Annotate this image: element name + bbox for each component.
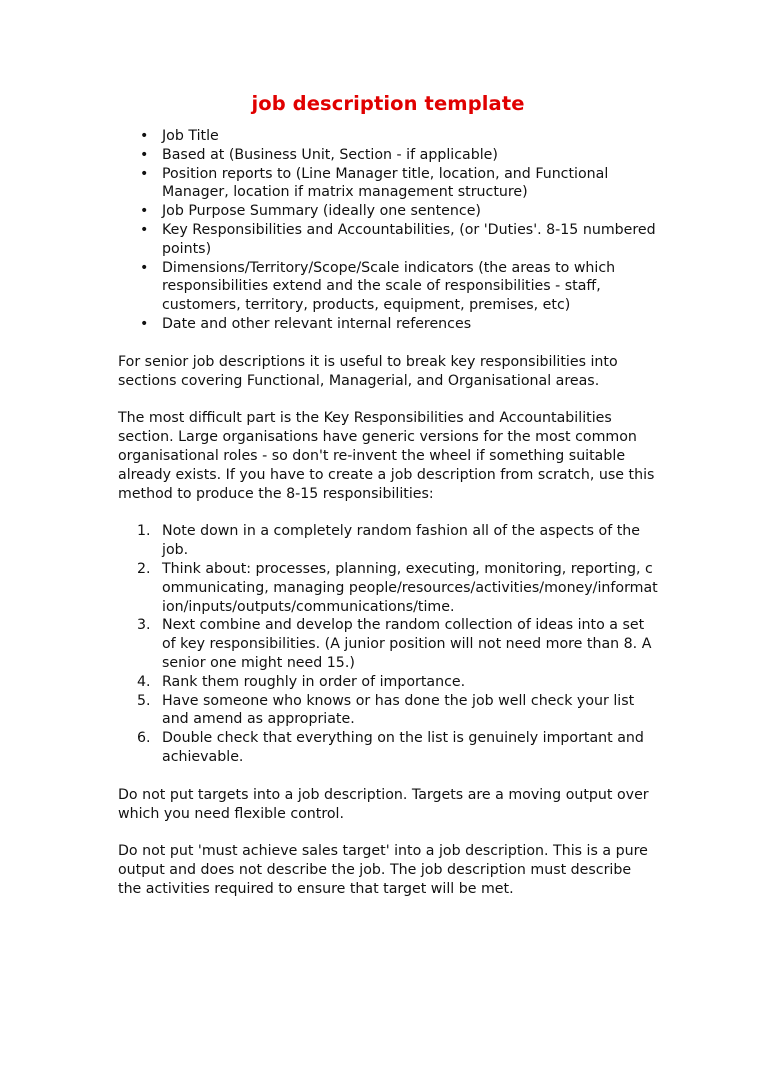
- bullet-list: [118, 127, 658, 334]
- list-item-text: Job Purpose Summary (ideally one sentence): [162, 203, 481, 220]
- paragraph-senior: For senior job descriptions it is useful to break key responsibilities into sections covering Functional, Managerial, and Organisational areas.: [118, 353, 618, 389]
- numbered-item-text: Have someone who knows or has done the job well check your list and amend as appropriate.: [162, 692, 635, 728]
- numbered-item: [118, 522, 658, 560]
- list-item: [118, 221, 658, 259]
- document-page: [118, 92, 658, 918]
- item-number: 3.: [137, 617, 151, 634]
- page-title: job description template: [251, 92, 525, 115]
- bullet-marker: •: [140, 203, 149, 220]
- list-item: [118, 315, 658, 334]
- bullet-marker: •: [140, 315, 149, 332]
- document-body: [118, 127, 658, 899]
- list-item-text: Date and other relevant internal references: [162, 315, 472, 332]
- list-item: [118, 146, 658, 165]
- paragraph-sales-target: Do not put 'must achieve sales target' into a job description. This is a pure output and does not describe the job. The job description must describe the activities required to ensure that target will be met.: [118, 843, 648, 897]
- numbered-item: [118, 673, 658, 692]
- item-number: 1.: [137, 523, 151, 540]
- numbered-item: [118, 692, 658, 730]
- numbered-item-text: Think about: processes, planning, executing, monitoring, reporting, communicating, managing people/resources/activities/money/information/inputs/outputs/communications/time.: [162, 560, 658, 615]
- list-item-text: Based at (Business Unit, Section - if applicable): [162, 146, 498, 163]
- numbered-list: [118, 522, 658, 766]
- list-item: [118, 202, 658, 221]
- bullet-marker: •: [140, 259, 149, 276]
- list-item: [118, 165, 658, 203]
- numbered-item: [118, 729, 658, 767]
- list-item-text: Position reports to (Line Manager title, location, and Functional Manager, location if matrix management structure): [162, 165, 609, 201]
- numbered-item: [118, 616, 658, 672]
- bullet-marker: •: [140, 165, 149, 182]
- list-item-text: Job Title: [162, 128, 219, 144]
- paragraph-targets: Do not put targets into a job description. Targets are a moving output over which you need flexible control.: [118, 786, 649, 822]
- list-item-text: Dimensions/Territory/Scope/Scale indicators (the areas to which responsibilities extend and the scale of responsibilities - staff, customers, territory, products, equipment, premises, etc): [162, 259, 616, 314]
- numbered-item-text: Double check that everything on the list is genuinely important and achievable.: [162, 730, 644, 765]
- bullet-marker: •: [140, 221, 149, 238]
- bullet-marker: •: [140, 128, 149, 144]
- list-item-text: Key Responsibilities and Accountabilities, (or 'Duties'. 8-15 numbered points): [162, 221, 656, 257]
- numbered-item-text: Next combine and develop the random collection of ideas into a set of key responsibilities. (A junior position will not need more than 8. A senior one might need 15.): [162, 617, 652, 671]
- numbered-item-text: Rank them roughly in order of importance.: [162, 673, 466, 690]
- list-item: [118, 259, 658, 315]
- item-number: 4.: [137, 673, 151, 690]
- item-number: 2.: [137, 560, 151, 577]
- paragraph-key-responsibilities: The most difficult part is the Key Responsibilities and Accountabilities section. Large organisations have generic versions for the most common organisational roles - so don't re-invent the wheel if something suitable already exists. If you have to create a job description from scratch, use this method to produce the 8-15 responsibilities:: [118, 410, 655, 502]
- item-number: 6.: [137, 730, 151, 747]
- bullet-marker: •: [140, 146, 149, 163]
- item-number: 5.: [137, 692, 151, 709]
- list-item: [118, 127, 658, 146]
- numbered-item-text: Note down in a completely random fashion all of the aspects of the job.: [162, 523, 640, 559]
- numbered-item: [118, 560, 658, 616]
